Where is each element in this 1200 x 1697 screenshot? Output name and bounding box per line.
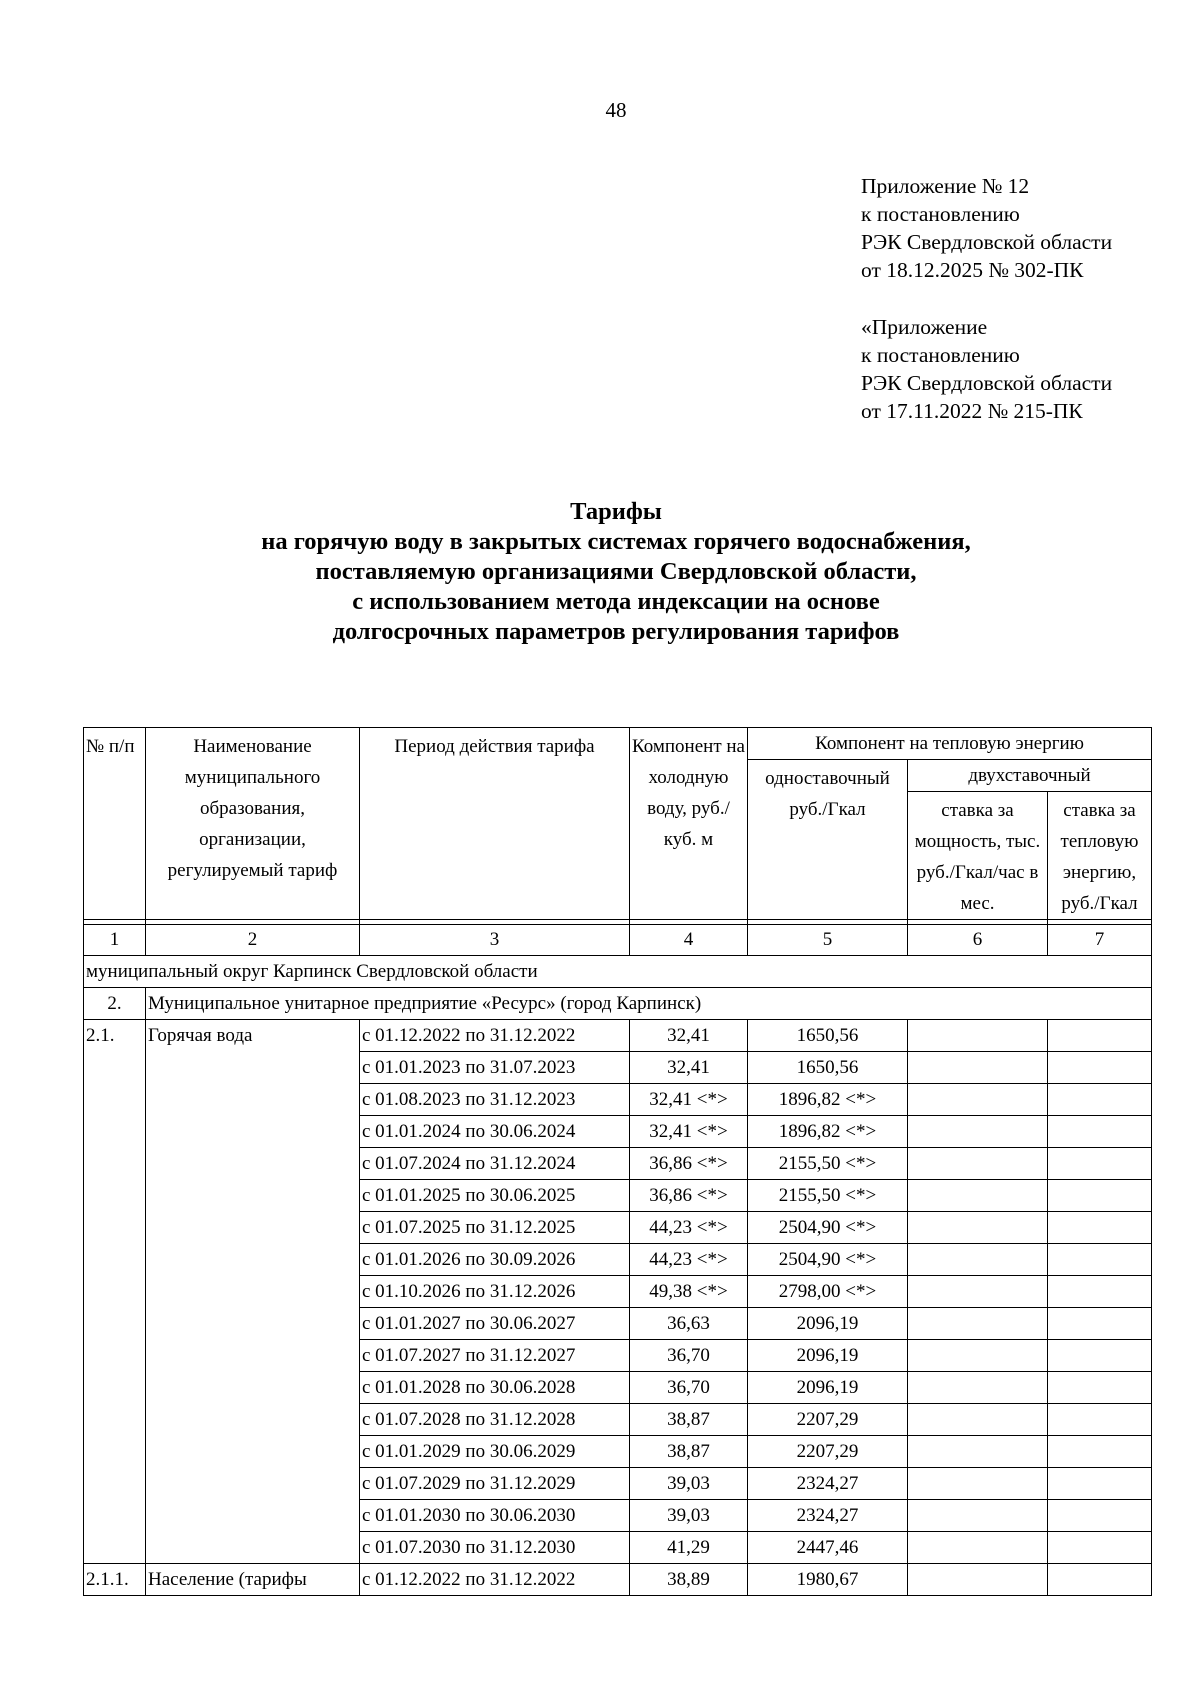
capacity-rate-value <box>908 1244 1048 1276</box>
energy-rate-value <box>1048 1244 1152 1276</box>
energy-rate-value <box>1048 1340 1152 1372</box>
single-rate-value: 1650,56 <box>748 1052 908 1084</box>
cold-water-value: 36,86 <*> <box>630 1180 748 1212</box>
capacity-rate-value <box>908 1500 1048 1532</box>
energy-rate-value <box>1048 1020 1152 1052</box>
tariff-period: с 01.01.2029 по 30.06.2029 <box>360 1436 630 1468</box>
tariff-period: с 01.07.2029 по 31.12.2029 <box>360 1468 630 1500</box>
single-rate-value: 2096,19 <box>748 1308 908 1340</box>
cold-water-value: 36,70 <box>630 1372 748 1404</box>
capacity-rate-value <box>908 1372 1048 1404</box>
group1-name: Горячая вода <box>146 1020 360 1564</box>
cold-water-value: 38,87 <box>630 1404 748 1436</box>
single-rate-value: 2207,29 <box>748 1436 908 1468</box>
document-title <box>0 497 1200 647</box>
cold-water-value: 44,23 <*> <box>630 1244 748 1276</box>
org-name: Муниципальное унитарное предприятие «Ресурс» (город Карпинск) <box>146 988 1152 1020</box>
cold-water-value: 36,70 <box>630 1340 748 1372</box>
cold-water-value: 32,41 <box>630 1020 748 1052</box>
header-two-rate: двухставочный <box>908 760 1152 792</box>
tariff-period: с 01.01.2026 по 30.09.2026 <box>360 1244 630 1276</box>
single-rate-value: 1650,56 <box>748 1020 908 1052</box>
tariff-period: с 01.07.2025 по 31.12.2025 <box>360 1212 630 1244</box>
cold-water-value: 36,86 <*> <box>630 1148 748 1180</box>
annex-current-line: от 18.12.2025 № 302-ПК <box>861 258 1084 282</box>
single-rate-value: 1896,82 <*> <box>748 1084 908 1116</box>
tariff-period: с 01.01.2030 по 30.06.2030 <box>360 1500 630 1532</box>
capacity-rate-value <box>908 1468 1048 1500</box>
cold-water-value: 36,63 <box>630 1308 748 1340</box>
tariff-period: с 01.01.2028 по 30.06.2028 <box>360 1372 630 1404</box>
header-num: № п/п <box>84 728 146 920</box>
column-number: 4 <box>630 925 748 956</box>
header-name: Наименование муниципального образования, организации, регулируемый тариф <box>146 728 360 920</box>
single-rate-value: 2324,27 <box>748 1468 908 1500</box>
column-number: 3 <box>360 925 630 956</box>
tariff-period: с 01.07.2024 по 31.12.2024 <box>360 1148 630 1180</box>
header-single-rate: одноставочный руб./Гкал <box>748 760 908 920</box>
tariff-period: с 01.08.2023 по 31.12.2023 <box>360 1084 630 1116</box>
single-rate-value: 2324,27 <box>748 1500 908 1532</box>
capacity-rate-value <box>908 1020 1048 1052</box>
tariff-period: с 01.01.2025 по 30.06.2025 <box>360 1180 630 1212</box>
group1-num: 2.1. <box>84 1020 146 1564</box>
column-number: 5 <box>748 925 908 956</box>
capacity-rate-value <box>908 1084 1048 1116</box>
header-heat: Компонент на тепловую энергию <box>748 728 1152 760</box>
energy-rate-value <box>1048 1052 1152 1084</box>
capacity-rate-value <box>908 1212 1048 1244</box>
cold-water-value: 32,41 <*> <box>630 1084 748 1116</box>
energy-rate-value <box>1048 1212 1152 1244</box>
energy-rate-value <box>1048 1372 1152 1404</box>
single-rate-value: 2798,00 <*> <box>748 1276 908 1308</box>
title-line: поставляемую организациями Свердловской области, <box>315 558 917 585</box>
single-rate-value: 1896,82 <*> <box>748 1116 908 1148</box>
energy-rate-value <box>1048 1084 1152 1116</box>
title-line: на горячую воду в закрытых системах горячего водоснабжения, <box>261 528 971 555</box>
cold-water-value: 38,87 <box>630 1436 748 1468</box>
single-rate-value: 2504,90 <*> <box>748 1244 908 1276</box>
cold-water-value: 44,23 <*> <box>630 1212 748 1244</box>
annex-original-line: РЭК Свердловской области <box>861 371 1113 395</box>
annex-original-block <box>861 313 1112 425</box>
capacity-rate-value <box>908 1340 1048 1372</box>
annex-current-line: РЭК Свердловской области <box>861 230 1113 254</box>
tariff-period: с 01.12.2022 по 31.12.2022 <box>360 1564 630 1596</box>
energy-rate-value <box>1048 1564 1152 1596</box>
title-line: долгосрочных параметров регулирования тарифов <box>332 618 900 645</box>
cold-water-value: 32,41 <box>630 1052 748 1084</box>
single-rate-value: 1980,67 <box>748 1564 908 1596</box>
cold-water-value: 38,89 <box>630 1564 748 1596</box>
tariff-period: с 01.01.2023 по 31.07.2023 <box>360 1052 630 1084</box>
capacity-rate-value <box>908 1276 1048 1308</box>
energy-rate-value <box>1048 1276 1152 1308</box>
tariff-period: с 01.01.2027 по 30.06.2027 <box>360 1308 630 1340</box>
annex-original-line: от 17.11.2022 № 215-ПК <box>861 399 1083 423</box>
single-rate-value: 2096,19 <box>748 1372 908 1404</box>
group2-name: Население (тарифы <box>146 1564 360 1596</box>
capacity-rate-value <box>908 1052 1048 1084</box>
energy-rate-value <box>1048 1500 1152 1532</box>
energy-rate-value <box>1048 1436 1152 1468</box>
title-line: Тарифы <box>570 498 662 525</box>
tariff-period: с 01.10.2026 по 31.12.2026 <box>360 1276 630 1308</box>
header-period: Период действия тарифа <box>360 728 630 920</box>
capacity-rate-value <box>908 1308 1048 1340</box>
tariff-period: с 01.07.2027 по 31.12.2027 <box>360 1340 630 1372</box>
tariff-row <box>84 1564 1152 1596</box>
tariff-period: с 01.07.2030 по 31.12.2030 <box>360 1532 630 1564</box>
single-rate-value: 2155,50 <*> <box>748 1180 908 1212</box>
annex-current-line: к постановлению <box>861 202 1020 226</box>
cold-water-value: 49,38 <*> <box>630 1276 748 1308</box>
single-rate-value: 2096,19 <box>748 1340 908 1372</box>
single-rate-value: 2155,50 <*> <box>748 1148 908 1180</box>
capacity-rate-value <box>908 1436 1048 1468</box>
energy-rate-value <box>1048 1308 1152 1340</box>
header-cold-water: Компонент на холодную воду, руб./куб. м <box>630 728 748 920</box>
column-number: 7 <box>1048 925 1152 956</box>
capacity-rate-value <box>908 1180 1048 1212</box>
energy-rate-value <box>1048 1116 1152 1148</box>
header-energy-rate: ставка за тепловую энергию, руб./Гкал <box>1048 792 1152 920</box>
title-line: с использованием метода индексации на основе <box>352 588 880 615</box>
energy-rate-value <box>1048 1180 1152 1212</box>
tariff-period: с 01.01.2024 по 30.06.2024 <box>360 1116 630 1148</box>
cold-water-value: 39,03 <box>630 1468 748 1500</box>
column-number: 2 <box>146 925 360 956</box>
org-num: 2. <box>84 988 146 1020</box>
capacity-rate-value <box>908 1564 1048 1596</box>
capacity-rate-value <box>908 1116 1048 1148</box>
group2-num: 2.1.1. <box>84 1564 146 1596</box>
capacity-rate-value <box>908 1148 1048 1180</box>
page-number: 48 <box>605 98 627 122</box>
tariffs-table <box>83 727 1152 1596</box>
annex-current-line: Приложение № 12 <box>861 174 1030 198</box>
annex-original-line: «Приложение <box>861 315 988 339</box>
tariff-row <box>84 1020 1152 1052</box>
single-rate-value: 2504,90 <*> <box>748 1212 908 1244</box>
municipality-row: муниципальный округ Карпинск Свердловской области <box>84 956 1152 988</box>
header-capacity-rate: ставка за мощность, тыс. руб./Гкал/час в мес. <box>908 792 1048 920</box>
single-rate-value: 2447,46 <box>748 1532 908 1564</box>
capacity-rate-value <box>908 1532 1048 1564</box>
column-number: 1 <box>84 925 146 956</box>
energy-rate-value <box>1048 1148 1152 1180</box>
tariff-period: с 01.07.2028 по 31.12.2028 <box>360 1404 630 1436</box>
cold-water-value: 32,41 <*> <box>630 1116 748 1148</box>
single-rate-value: 2207,29 <box>748 1404 908 1436</box>
annex-original-line: к постановлению <box>861 343 1020 367</box>
cold-water-value: 39,03 <box>630 1500 748 1532</box>
energy-rate-value <box>1048 1468 1152 1500</box>
energy-rate-value <box>1048 1532 1152 1564</box>
annex-current-block <box>861 172 1112 284</box>
energy-rate-value <box>1048 1404 1152 1436</box>
capacity-rate-value <box>908 1404 1048 1436</box>
tariff-period: с 01.12.2022 по 31.12.2022 <box>360 1020 630 1052</box>
column-number: 6 <box>908 925 1048 956</box>
cold-water-value: 41,29 <box>630 1532 748 1564</box>
